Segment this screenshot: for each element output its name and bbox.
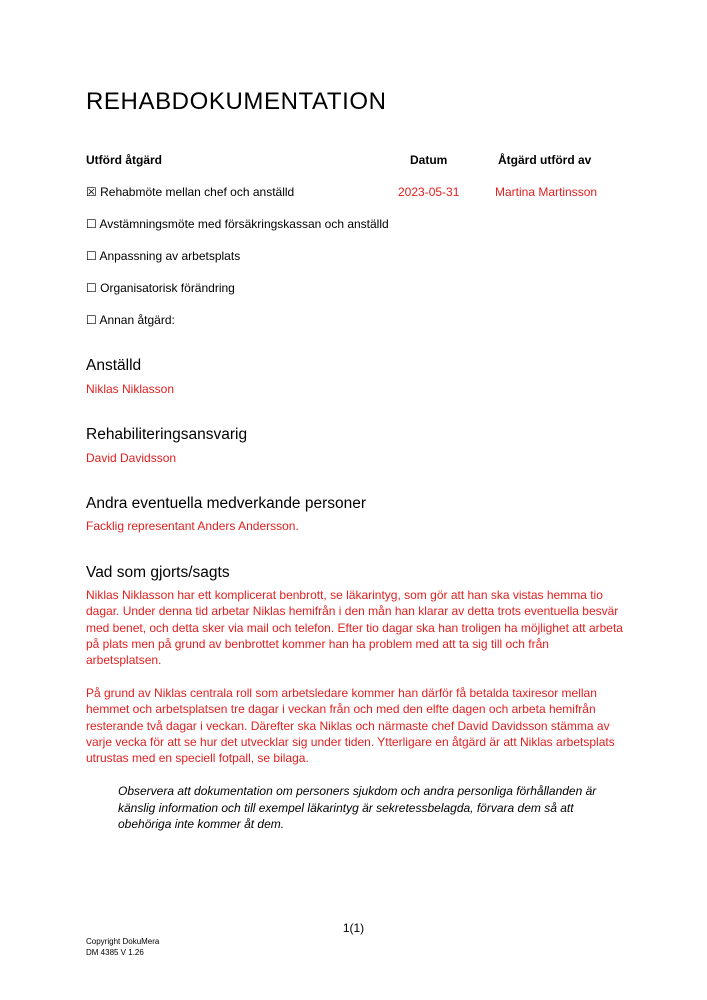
footer-doc-id: DM 4385 V 1.26 — [86, 948, 144, 957]
notes-paragraph-1: Niklas Niklasson har ett komplicerat benbrott, se läkarintyg, som gör att han ska vistas hemma tio dagar. Under denna tid arbetar Niklas hemifrån i den mån han klarar av detta trots eventuella besvär med benet, och detta sker via mail och telefon. Efter tio dagar ska han troligen ha möjlighet att arbeta på plats men på grund av benbrottet kommer han ha problem med att ta sig till och från arbetsplatsen. — [86, 588, 623, 668]
action-label: Anpassning av arbetsplats — [99, 249, 241, 263]
confidentiality-notice: Observera att dokumentation om personers sjukdom och andra personliga förhållanden är känslig information och till exempel läkarintyg är sekretessbelagda, förvara dem så att obehöriga inte kommer åt dem. — [118, 784, 597, 831]
footer-copyright: Copyright DokuMera — [86, 937, 160, 946]
action-row-organizational-change — [86, 281, 235, 295]
action-row-other — [86, 313, 175, 327]
action-label: Avstämningsmöte med försäkringskassan och anställd — [99, 217, 389, 231]
rehab-responsible-name: David Davidsson — [86, 451, 177, 465]
page-number: 1(1) — [342, 921, 365, 935]
checkbox-unchecked[interactable]: ☐ — [86, 217, 97, 231]
column-header-action: Utförd åtgärd — [86, 153, 162, 167]
action-row-reconciliation — [86, 217, 389, 231]
notes-paragraph-2: På grund av Niklas centrala roll som arbetsledare kommer han därför få betalda taxiresor mellan hemmet och arbetsplatsen tre dagar i veckan från och med den elfte dagen och arbeta hemifrån resterande två dagar i veckan. Därefter ska Niklas och närmaste chef David Davidsson stämma av varje vecka för att se hur det utvecklar sig under tiden. Ytterligare en åtgärd är att Niklas arbetsplats utrustas med en speciell fotpall, se bilaga. — [86, 686, 615, 766]
checkbox-checked[interactable]: ☒ — [86, 185, 97, 199]
checkbox-unchecked[interactable]: ☐ — [86, 249, 97, 263]
heading-other-participants: Andra eventuella medverkande personer — [86, 495, 367, 512]
action-label: Rehabmöte mellan chef och anställd — [100, 185, 295, 199]
other-participants-value: Facklig representant Anders Andersson. — [86, 519, 299, 533]
action-row-rehab-meeting — [86, 185, 294, 199]
heading-what-was-done: Vad som gjorts/sagts — [86, 564, 230, 581]
column-header-date: Datum — [410, 153, 448, 167]
checkbox-unchecked[interactable]: ☐ — [86, 313, 97, 327]
column-header-performer: Åtgärd utförd av — [498, 153, 592, 167]
document-title: REHABDOKUMENTATION — [86, 88, 387, 115]
action-performer: Martina Martinsson — [495, 185, 598, 199]
checkbox-unchecked[interactable]: ☐ — [86, 281, 97, 295]
action-row-workplace-adjustment — [86, 249, 240, 263]
action-label: Organisatorisk förändring — [100, 281, 235, 295]
action-label: Annan åtgärd: — [99, 313, 175, 327]
heading-rehab-responsible: Rehabiliteringsansvarig — [86, 426, 248, 443]
employee-name: Niklas Niklasson — [86, 382, 175, 396]
action-date: 2023-05-31 — [398, 185, 460, 199]
heading-employee: Anställd — [86, 357, 142, 374]
